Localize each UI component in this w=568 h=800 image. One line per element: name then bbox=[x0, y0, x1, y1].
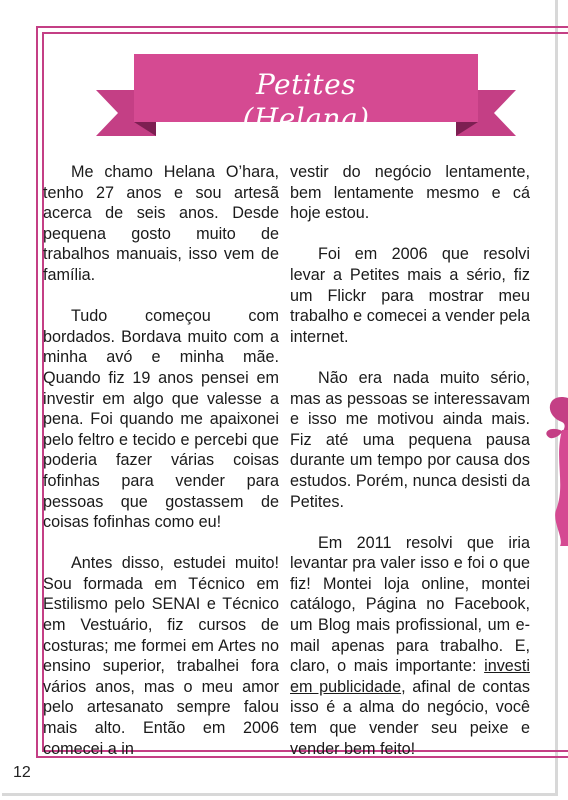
page-title: Petites (Helana) bbox=[242, 68, 370, 135]
paragraph bbox=[290, 533, 530, 760]
paragraph-text: , afinal de contas isso é a alma do negócio, você tem que vender seu peixe e vender bem feito! bbox=[290, 677, 531, 758]
side-ribbon-decoration bbox=[540, 390, 568, 550]
paragraph-text: Em 2011 resolvi que iria levantar pra valer isso e foi o que fiz! Montei loja online, montei catálogo, Página no Facebook, um Blog mais profissional, um e-mail apenas para trabalho. E, claro, o mais importante: bbox=[290, 533, 530, 676]
paragraph: Não era nada muito sério, mas as pessoas se interessavam e isso me motivou ainda mais. Fiz até uma pequena pausa durante um tempo por causa dos estudos. Porém, nunca desisti da Petites. bbox=[290, 368, 530, 511]
left-column bbox=[43, 162, 279, 780]
paragraph: Antes disso, estudei muito! Sou formada em Técnico em Estilismo pelo SENAI e Técnico em Vestuário, fiz cursos de costuras; me formei em Artes no ensino superior, trabalhei fora vários anos, mas o meu amor pelo artesanato sempre falou mais alto. Então em 2006 comecei a in bbox=[43, 554, 279, 758]
paragraph: Me chamo Helana O’hara, tenho 27 anos e sou artesã acerca de seis anos. Desde pequena gosto muito de trabalhos manuais, isso vem de família. bbox=[43, 163, 279, 284]
page-number: 12 bbox=[13, 764, 31, 781]
paragraph: Tudo começou com bordados. Bordava muito com a minha avó e minha mãe. Quando fiz 19 anos pensei em investir em algo que valesse a pena. Foi quando me apaixonei pelo feltro e tecido e percebi que poderia fazer várias coisas fofinhas para vender para pessoas que gostassem de coisas fofinhas como eu! bbox=[43, 307, 279, 532]
right-column bbox=[290, 162, 530, 780]
paragraph: vestir do negócio lentamente, bem lentamente mesmo e cá hoje estou. bbox=[290, 163, 530, 223]
paragraph: Foi em 2006 que resolvi levar a Petites mais a sério, fiz um Flickr para mostrar meu trabalho e comecei a vender pela internet. bbox=[290, 245, 530, 346]
title-banner bbox=[96, 50, 516, 142]
publicity-link[interactable]: investi em publicidade bbox=[290, 657, 530, 696]
